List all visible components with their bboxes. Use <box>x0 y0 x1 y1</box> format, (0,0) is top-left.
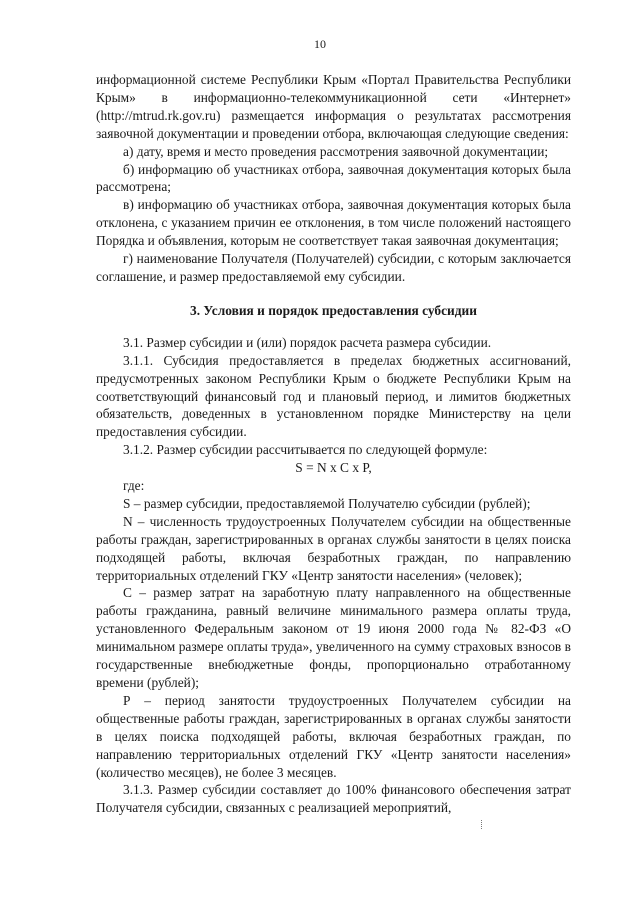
paragraph: где: <box>123 478 145 494</box>
paragraph: 3.1.2. Размер субсидии рассчитывается по следующей формуле: <box>123 442 488 458</box>
paragraph: а) дату, время и место проведения рассмотрения заявочной документации; <box>123 143 549 159</box>
paragraph: б) информацию об участниках отбора, заявочная документация которых была рассмотрена; <box>96 161 571 195</box>
document-body <box>96 71 571 817</box>
paragraph: 3.1.1. Субсидия предоставляется в пределах бюджетных ассигнований, предусмотренных законом Республики Крым о бюджете Республики Крым на соответствующий финансовый год и плановый период, и лимитов бюджетных обязательств, доведенных в установленном порядке Министерству на цели предоставления субсидии. <box>96 352 571 440</box>
paragraph: Р – период занятости трудоустроенных Получателем субсидии на общественные работы граждан, зарегистрированных в органах службы занятости в целях поиска подходящей работы, включая безработных граждан, по направлению территориальных отделений ГКУ «Центр занятости населения» (количество месяцев), не более 3 месяцев. <box>96 692 571 780</box>
paragraph: N – численность трудоустроенных Получателем субсидии на общественные работы граждан, зарегистрированных в органах службы занятости в целях поиска подходящей работы, включая безработных граждан, по направлению территориальных отделений ГКУ «Центр занятости населения» (человек); <box>96 513 571 583</box>
paragraph: С – размер затрат на заработную плату направленного на общественные работы гражданина, равный величине минимального размера оплаты труда, установленного Федеральным законом от 19 июня 2000 года № 82-ФЗ «О минимальном размере оплаты труда», увеличенного на сумму страховых взносов в государственные внебюджетные фонды, пропорционально отработанному времени (рублей); <box>96 585 571 690</box>
scan-artifact <box>481 820 485 829</box>
formula: S = N x C x P, <box>295 460 372 476</box>
paragraph: г) наименование Получателя (Получателей) субсидии, с которым заключается соглашение, и размер предоставляемой ему субсидии. <box>96 251 571 284</box>
page-number: 10 <box>314 37 326 51</box>
section-heading: 3. Условия и порядок предоставления субсидии <box>190 302 477 318</box>
paragraph: S – размер субсидии, предоставляемой Получателю субсидии (рублей); <box>123 495 531 511</box>
paragraph: 3.1. Размер субсидии и (или) порядок расчета размера субсидии. <box>123 334 492 350</box>
paragraph: в) информацию об участниках отбора, заявочная документация которых была отклонена, с указанием причин ее отклонения, в том числе положений настоящего Порядка и объявления, которым не соответствует такая заявочная документация; <box>96 197 571 249</box>
paragraph: информационной системе Республики Крым «Портал Правительства Республики Крым» в информационно-телекоммуникационной сети «Интернет» (http://mtrud.rk.gov.ru) размещается информация о результатах рассмотрения заявочной документации и проведении отбора, включающая следующие сведения: <box>96 72 571 141</box>
paragraph: 3.1.3. Размер субсидии составляет до 100% финансового обеспечения затрат Получателя субсидии, связанных с реализацией мероприятий, <box>96 782 571 816</box>
